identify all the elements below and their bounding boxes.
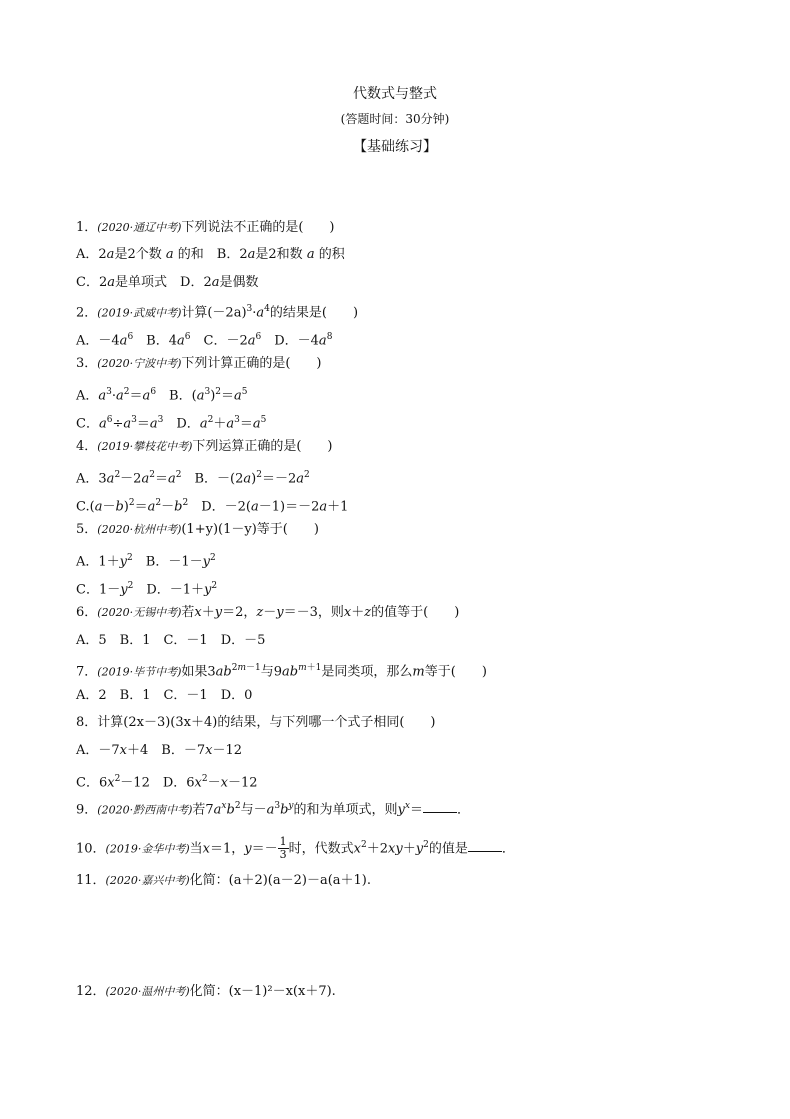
question-source: (2020·通辽中考)	[97, 221, 182, 234]
page-title: 代数式与整式	[353, 86, 437, 102]
question-2-options: A．$-4a^6$ B．$4a^6$ C．$-2a^6$ D．$-4a^8$	[76, 332, 333, 349]
answer-blank	[468, 840, 502, 852]
question-8: 8．计算(2x－3)(3x＋4)的结果，与下列哪一个式子相同( )	[76, 715, 436, 730]
question-4-options-cd: $C.(a-b)^2=a^2-b^2$ D．－2(a－1)＝－2a＋1	[76, 498, 349, 515]
page-subtitle: (答题时间：30分钟)	[340, 112, 450, 126]
question-10: 10．(2019·金华中考)当x＝1，y＝－ $\frac{1}{3}$ 时，代数式$x^2+2xy+y^2$的值是 ．	[76, 835, 515, 862]
question-number: 1．	[76, 220, 98, 235]
question-4: 4．(2019·攀枝花中考)下列运算正确的是( )	[76, 439, 333, 454]
question-12: 12．(2020·温州中考)化简：(x－1)²－x(x＋7).	[76, 984, 336, 999]
question-7-options: A．2 B．1 C．－1 D．0	[76, 688, 253, 703]
question-5-options-cd: C．$1-y^2$ D．$-1+y^2$	[76, 581, 218, 598]
question-4-options-ab: A．$3a^2-2a^2=a^2$ B．$-(2a)^2=-2a^2$	[76, 470, 310, 487]
question-11: 11．(2020·嘉兴中考)化简：(a＋2)(a－2)－a(a＋1).	[76, 873, 372, 888]
question-1-options-ab: A．2a是2个数 a 的和 B．2a是2和数 a 的积	[76, 247, 345, 262]
question-1	[76, 219, 335, 237]
question-1-options-cd: C．2a是单项式 D．2a是偶数	[76, 275, 259, 290]
question-6-options: A．5 B．1 C．－1 D．－5	[76, 633, 266, 648]
question-3-options-ab: A．$a^3\cdot a^2=a^6$ B．$(a^3)^2=a^5$	[76, 387, 248, 404]
question-6: 6．(2020·无锡中考)若x＋y＝2，z－y＝－3，则x＋z的值等于( )	[76, 605, 460, 620]
question-7: 7．(2019·毕节中考)如果$3ab^{2m-1}$与$9ab^{m+1}$是同类项，那么m等于( )	[76, 663, 487, 680]
fraction: $\frac{1}{3}$	[279, 835, 287, 862]
question-stem: 下列说法不正确的是( )	[181, 220, 335, 235]
section-heading: 【基础练习】	[353, 139, 437, 155]
question-9: 9．(2020·黔西南中考)若$7a^xb^2$与$-a^3b^y$的和为单项式，则$y^x=$ ．	[76, 801, 470, 818]
question-3-options-cd: C．$a^6\div a^3=a^3$ D．$a^2+a^3=a^5$	[76, 415, 267, 432]
answer-blank	[423, 801, 457, 813]
question-5-options-ab: A．$1+y^2$ B．$-1-y^2$	[76, 553, 216, 570]
question-3: 3．(2020·宁波中考)下列计算正确的是( )	[76, 356, 322, 371]
question-8-options-ab: A．－7x＋4 B．－7x－12	[76, 743, 243, 758]
question-5: 5．(2020·杭州中考)(1+y)(1－y)等于( )	[76, 522, 319, 537]
question-8-options-cd: C．$6x^2-12$ D．$6x^2-x-12$	[76, 774, 258, 791]
question-2: 2．(2019·武威中考)计算$(-2a)^3\cdot a^4$的结果是( )	[76, 304, 359, 321]
